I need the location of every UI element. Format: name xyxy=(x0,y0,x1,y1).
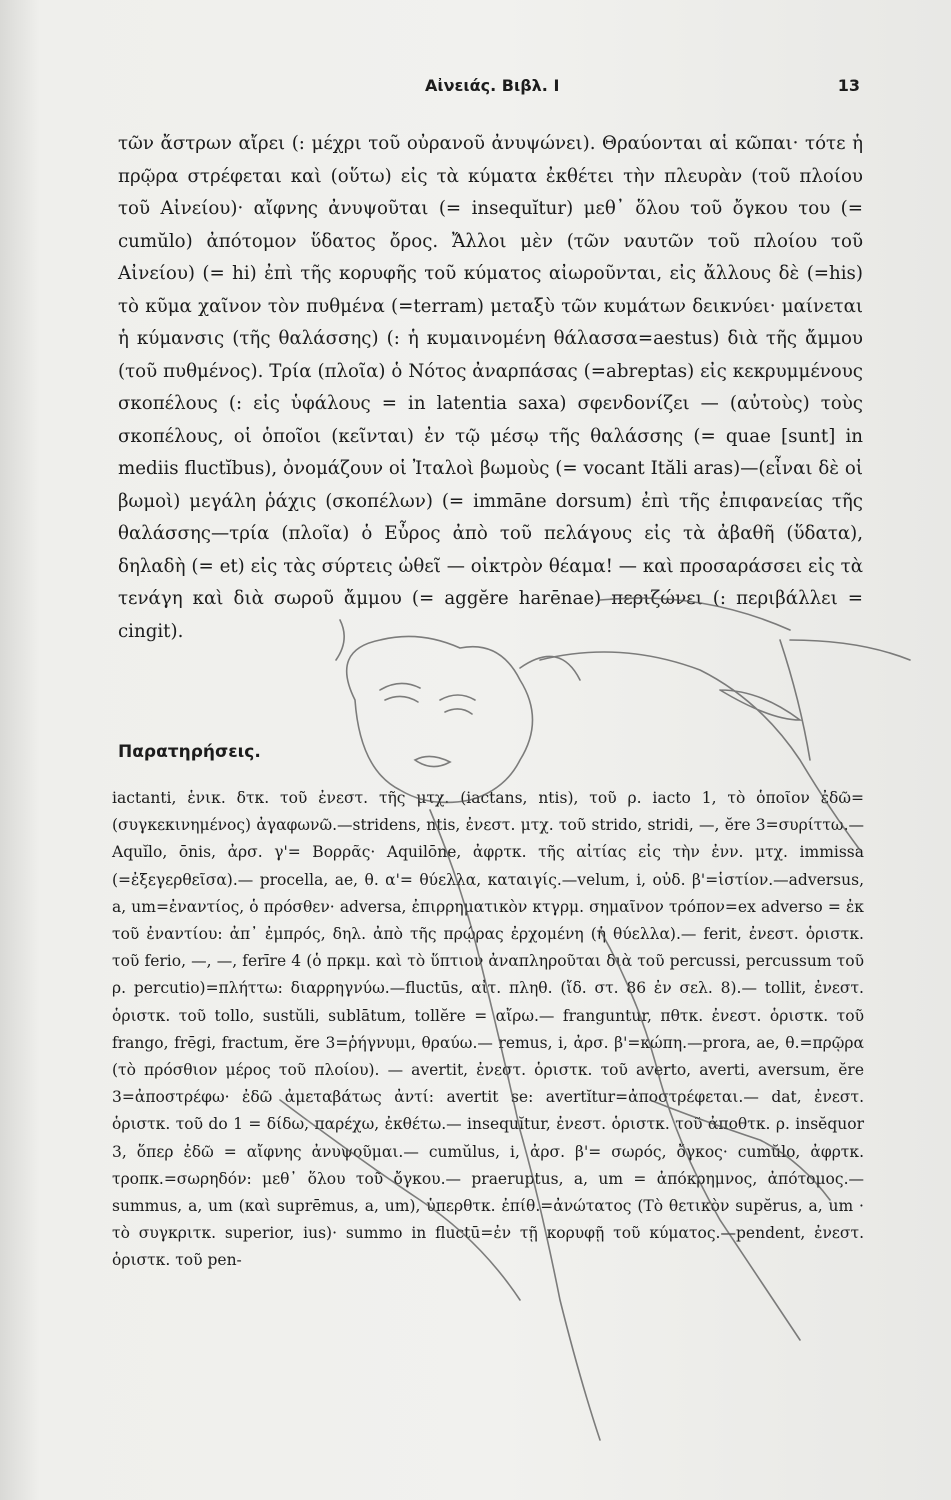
notes-heading: Παρατηρήσεις. xyxy=(118,742,261,762)
translation-paragraph: τῶν ἄστρων αἴρει (: μέχρι τοῦ οὐρανοῦ ἀνυψώνει). Θραύονται αἱ κῶπαι· τότε ἡ πρῷρα στρέφεται καὶ (οὕτω) εἰς τὰ κύματα ἐκθέτει τὴν πλευρὰν (τοῦ πλοίου τοῦ Αἰνείου)· αἴφνης ἀνυψοῦται (= insequĭtur) μεθ᾽ ὅλου τοῦ ὄγκου του (= cumŭlo) ἀπότομον ὕδατος ὄρος. Ἄλλοι μὲν (τῶν ναυτῶν τοῦ πλοίου τοῦ Αἰνείου) (= hi) ἐπὶ τῆς κορυφῆς τοῦ κύματος αἰωροῦνται, εἰς ἄλλους δὲ (=his) τὸ κῦμα χαῖνον τὸν πυθμένα (=terram) μεταξὺ τῶν κυμάτων δεικνύει· μαίνεται ἡ κύμανσις (τῆς θαλάσσης) (: ἡ κυμαινομένη θάλασσα=aestus) διὰ τῆς ἄμμου (τοῦ πυθμένος). Τρία (πλοῖα) ὁ Νότος ἀναρπάσας (=abreptas) εἰς κεκρυμμένους σκοπέλους (: εἰς ὑφάλους = in latentia saxa) σφενδονίζει — (αὐτοὺς) τοὺς σκοπέλους, οἱ ὁποῖοι (κεῖνται) ἐν τῷ μέσῳ τῆς θαλάσσης (= quae [sunt] in mediis fluctĭbus), ὀνομάζουν οἱ Ἰταλοὶ βωμοὺς (= vocant Ităli aras)—(εἶναι δὲ οἱ βωμοὶ) μεγάλη ῥάχις (σκοπέλων) (= immāne dorsum) ἐπὶ τῆς ἐπιφανείας τῆς θαλάσσης—τρία (πλοῖα) ὁ Εὖρος ἀπὸ τοῦ πελάγους εἰς τὰ ἀβαθῆ (ὕδατα), δηλαδὴ (= et) εἰς τὰς σύρτεις ὠθεῖ — οἰκτρὸν θέαμα! — καὶ προσαράσσει εἰς τὰ τενάγη καὶ διὰ σωροῦ ἄμμου (= aggĕre harēnae) περιζώνει (: περιβάλλει = cingit). xyxy=(118,133,863,642)
page-number: 13 xyxy=(837,76,860,95)
running-header xyxy=(120,76,860,106)
translation-text xyxy=(118,128,863,648)
notes-paragraph: iactanti, ἑνικ. δτκ. τοῦ ἐνεστ. τῆς μτχ. (iactans, ntis), τοῦ ρ. iacto 1, τὸ ὁποῖον ἐδῶ=(συγκεκινημένος) ἀγαφωνῶ.—stridens, ntis, ἐνεστ. μτχ. τοῦ strido, stridi, —, ĕre 3=συρίττω.—Aquĭlo, ōnis, ἀρσ. γ'= Βορρᾶς· Aquilōne, ἀφρτκ. τῆς αἰτίας εἰς τὴν ἐνν. μτχ. immissa (=ἐξεγερθεῖσα).— procella, ae, θ. α'= θύελλα, καταιγίς.—velum, i, οὐδ. β'=ἱστίον.—adversus, a, um=ἐναντίος, ὁ πρόσθεν· adversa, ἐπιρρηματικὸν κτγρμ. σημαῖνον τρόπον=ex adverso = ἐκ τοῦ ἐναντίου: ἀπ᾽ ἐμπρός, δηλ. ἀπὸ τῆς πρῴρας ἐρχομένη (ἡ θύελλα).— ferit, ἐνεστ. ὁριστκ. τοῦ ferio, —, —, ferīre 4 (ὁ πρκμ. καὶ τὸ ὕπτιον ἀναπληροῦται διὰ τοῦ percussi, percussum τοῦ ρ. percutio)=πλήττω: διαρρηγνύω.—fluctūs, αἰτ. πληθ. (ἴδ. στ. 86 ἐν σελ. 8).— tollit, ἐνεστ. ὁριστκ. τοῦ tollo, sustŭli, sublātum, tollĕre = αἴρω.— franguntur, πθτκ. ἐνεστ. ὁριστκ. τοῦ frango, frēgi, fractum, ĕre 3=ῥήγνυμι, θραύω.— remus, i, ἀρσ. β'=κώπη.—prora, ae, θ.=πρῷρα (τὸ πρόσθιον μέρος τοῦ πλοίου). — avertit, ἐνεστ. ὁριστκ. τοῦ averto, averti, aversum, ĕre 3=ἀποστρέφω· ἐδῶ ἀμεταβάτως ἀντί: avertit se: avertĭtur=ἀποστρέφεται.— dat, ἐνεστ. ὁριστκ. τοῦ do 1 = δίδω, παρέχω, ἐκθέτω.— insequĭtur, ἐνεστ. ὁριστκ. τοῦ ἀποθτκ. ρ. insĕquor 3, ὅπερ ἐδῶ = αἴφνης ἀνυψοῦμαι.— cumŭlus, i, ἀρσ. β'= σωρός, ὄγκος· cumŭlo, ἀφρτκ. τροπκ.=σωρηδόν: μεθ᾽ ὅλου τοῦ ὄγκου.— praeruptus, a, um = ἀπόκρημνος, ἀπότομος.— summus, a, um (καὶ suprēmus, a, um), ὑπερθτκ. ἐπίθ.=ἀνώτατος (Τὸ θετικὸν supĕrus, a, um · τὸ συγκριτκ. superior, ius)· summo in fluctū=ἐν τῇ κορυφῇ τοῦ κύματος.—pendent, ἐνεστ. ὁριστκ. τοῦ pen- xyxy=(112,789,864,1270)
notes-text xyxy=(112,785,864,1275)
running-title: Αἰνειάς. Βιβλ. Ι xyxy=(425,76,560,95)
